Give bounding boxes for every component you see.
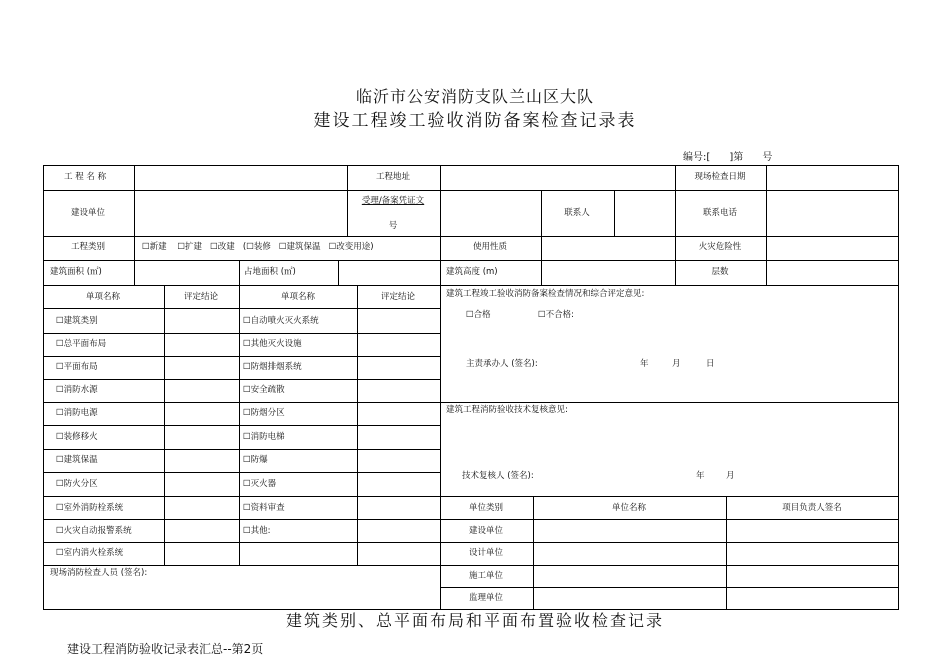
item-checkbox[interactable]: ☐平面布局 <box>56 362 98 372</box>
unit-row-label: 施工单位 <box>468 571 504 581</box>
item-checkbox[interactable]: ☐灭火器 <box>243 479 277 489</box>
pass-checkbox[interactable]: ☐合格 <box>466 310 491 320</box>
page-footer: 建设工程消防验收记录表汇总--第2页 <box>67 642 264 656</box>
item-checkbox[interactable]: ☐火灾自动报警系统 <box>56 526 132 536</box>
contact-label: 联系人 <box>564 208 590 218</box>
unit-type-header: 单位类别 <box>468 503 504 513</box>
opinion-title: 建筑工程竣工验收消防备案检查情况和综合评定意见: <box>446 289 645 299</box>
section-title: 建筑类别、总平面布局和平面布置验收检查记录 <box>285 611 664 630</box>
opinion-month: 月 <box>672 359 681 369</box>
item-col-header-right: 单项名称 <box>280 292 316 302</box>
accept-cert-label-2: 号 <box>388 221 398 231</box>
building-area-label: 建筑面积 (㎡) <box>50 267 102 277</box>
item-checkbox[interactable]: ☐室外消防栓系统 <box>56 503 124 513</box>
item-checkbox[interactable]: ☐建筑保温 <box>56 455 98 465</box>
unit-row-label: 设计单位 <box>468 548 504 558</box>
item-checkbox[interactable]: ☐防火分区 <box>56 479 98 489</box>
item-checkbox[interactable]: ☐资料审查 <box>243 503 285 513</box>
review-month: 月 <box>726 471 735 481</box>
item-checkbox[interactable]: ☐防烟分区 <box>243 408 285 418</box>
builder-label: 建设单位 <box>70 208 106 218</box>
item-checkbox[interactable]: ☐建筑类别 <box>56 316 98 326</box>
project-address-label: 工程地址 <box>375 172 411 182</box>
item-checkbox[interactable]: ☐消防电梯 <box>243 432 285 442</box>
floors-label: 层数 <box>711 267 729 277</box>
org-title: 临沂市公安消防支队兰山区大队 <box>355 87 594 106</box>
item-checkbox[interactable]: ☐室内消火栓系统 <box>56 548 124 558</box>
land-area-label: 占地面积 (㎡) <box>244 267 296 277</box>
fail-checkbox[interactable]: ☐不合格: <box>538 310 574 320</box>
opinion-day: 日 <box>706 359 715 369</box>
phone-label: 联系电话 <box>702 208 738 218</box>
result-col-header-left: 评定结论 <box>183 292 219 302</box>
project-type-label: 工程类别 <box>70 242 106 252</box>
building-height-label: 建筑高度 (m) <box>446 267 498 277</box>
review-year: 年 <box>696 471 705 481</box>
unit-row-label: 监理单位 <box>468 593 504 603</box>
unit-sign-header: 项目负责人签名 <box>782 503 842 513</box>
result-col-header-right: 评定结论 <box>380 292 416 302</box>
item-checkbox[interactable]: ☐其他灭火设施 <box>243 339 302 349</box>
accept-cert-label: 受理/备案凭证文 <box>361 196 425 206</box>
item-checkbox[interactable]: ☐防烟排烟系统 <box>243 362 302 372</box>
use-nature-label: 使用性质 <box>472 242 508 252</box>
item-checkbox[interactable]: ☐总平面布局 <box>56 339 107 349</box>
unit-name-header: 单位名称 <box>611 503 647 513</box>
item-col-header-left: 单项名称 <box>85 292 121 302</box>
project-type-options[interactable]: ☐新建 ☐扩建 ☐改建 (☐装修 ☐建筑保温 ☐改变用途) <box>142 242 374 252</box>
item-checkbox[interactable]: ☐消防水源 <box>56 385 98 395</box>
fire-risk-label: 火灾危险性 <box>698 242 742 252</box>
item-checkbox[interactable]: ☐其他: <box>243 526 271 536</box>
item-checkbox[interactable]: ☐自动喷火灭火系统 <box>243 316 319 326</box>
item-checkbox[interactable]: ☐装修移火 <box>56 432 98 442</box>
form-title: 建设工程竣工验收消防备案检查记录表 <box>313 111 637 131</box>
opinion-year: 年 <box>640 359 649 369</box>
unit-row-label: 建设单位 <box>468 526 504 536</box>
opinion-signer-label: 主责承办人 (签名): <box>466 359 538 369</box>
site-check-date-label: 现场检查日期 <box>694 172 746 182</box>
item-checkbox[interactable]: ☐防爆 <box>243 455 268 465</box>
project-name-label: 工 程 名 称 <box>64 172 107 182</box>
inspectors-label: 现场消防检查人员 (签名): <box>50 568 148 578</box>
form-number: 编号:[ ]第 号 <box>683 152 773 163</box>
review-signer-label: 技术复核人 (签名): <box>462 471 534 481</box>
item-checkbox[interactable]: ☐安全疏散 <box>243 385 285 395</box>
review-title: 建筑工程消防验收技术复核意见: <box>446 405 568 415</box>
item-checkbox[interactable]: ☐消防电源 <box>56 408 98 418</box>
